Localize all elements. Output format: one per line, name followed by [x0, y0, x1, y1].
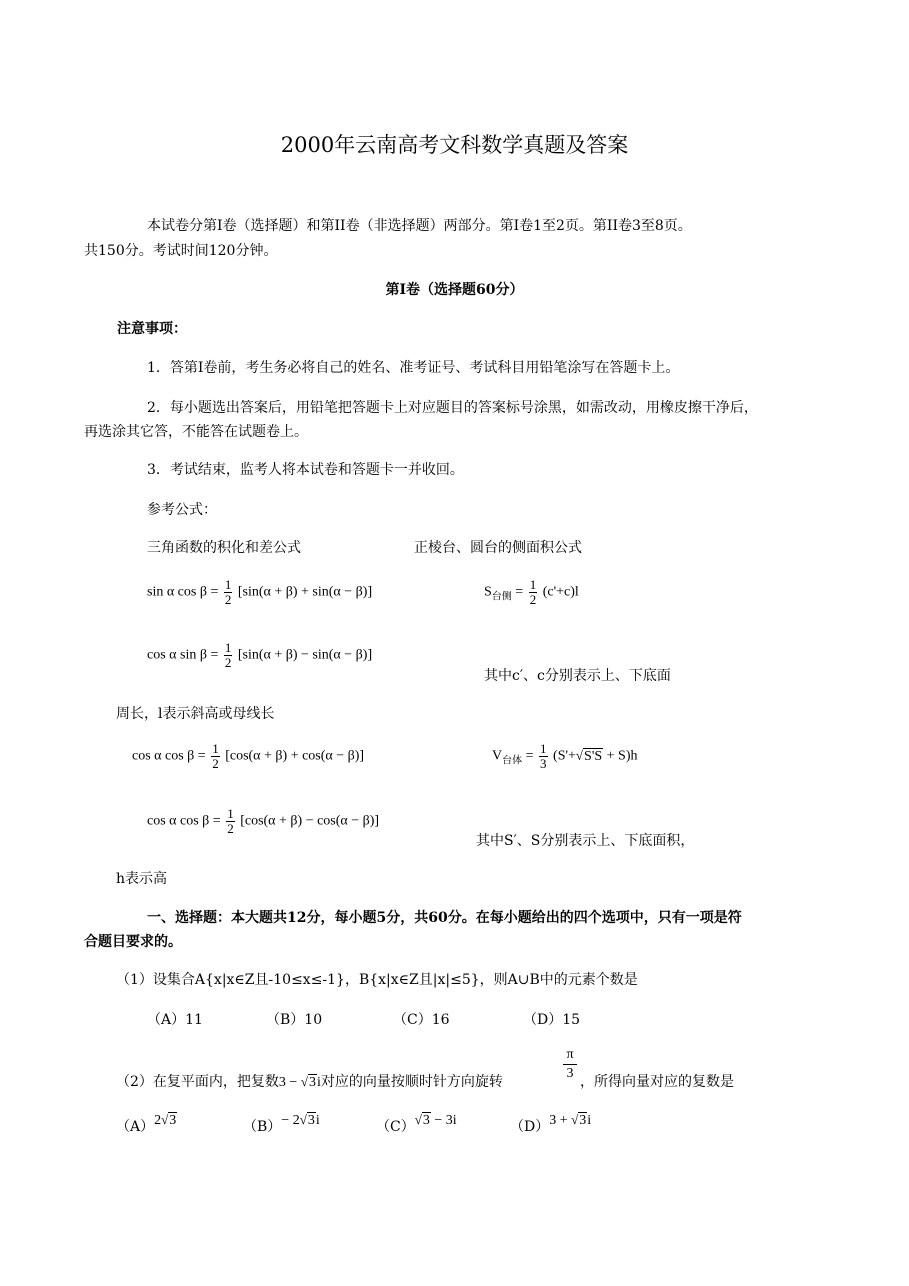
rotation-angle	[563, 1046, 577, 1083]
radical-sign: √	[300, 1074, 308, 1089]
question-2-stem-mid: 对应的向量按顺时针方向旋转	[320, 1074, 503, 1090]
question-1-option-c: （C）16	[393, 1012, 450, 1028]
question-2-option-d: （D）3 + √3i	[510, 1112, 592, 1135]
lateral-area-rhs: (c'+c)l	[542, 584, 579, 600]
fraction-one-third: $\frac{1}{3}$	[540, 741, 547, 771]
lateral-area-subscript: 台侧	[491, 591, 512, 603]
question-2-stem-post: ，所得向量对应的复数是	[580, 1074, 734, 1090]
question-2-stem-pre: （2）在复平面内，把复数	[116, 1074, 279, 1090]
question-1-option-d: （D）15	[523, 1012, 581, 1028]
fraction-one-half: $\frac{1}{2}$	[529, 577, 537, 607]
equals-sign: =	[525, 748, 534, 764]
notice-heading: 注意事项：	[117, 321, 187, 337]
section1-instructions-line-2: 合题目要求的。	[84, 934, 182, 950]
volume-note-line-1: 其中S′、S分别表示上、下底面积，	[476, 833, 695, 849]
volume-letter: V	[492, 748, 503, 764]
reference-right-heading: 正棱台、圆台的侧面积公式	[414, 540, 582, 556]
formula-lhs: cos α sin β =	[147, 647, 219, 663]
formula-rhs: [cos(α + β) − cos(α − β)]	[240, 813, 380, 829]
reference-heading: 参考公式：	[147, 502, 217, 518]
section1-instructions-line-1: 一、选择题：本大题共12分，每小题5分，共60分。在每小题给出的四个选项中，只有一项是符	[147, 910, 742, 926]
part1-heading: 第Ⅰ卷（选择题60分）	[385, 282, 524, 298]
fraction-one-half: $\frac{1}{2}$	[224, 640, 232, 670]
volume-note-line-2: h表示高	[116, 871, 168, 887]
formula-rhs: [sin(α + β) + sin(α − β)]	[237, 584, 373, 600]
notice-item-3: 3．考试结束，监考人将本试卷和答题卡一并收回。	[147, 462, 464, 478]
intro-line-2: 共150分。考试时间120分钟。	[84, 243, 278, 259]
notice-item-2-line-1: 2．每小题选出答案后，用铅笔把答题卡上对应题目的答案标号涂黑，如需改动，用橡皮擦干净后，	[147, 400, 758, 416]
fraction-one-half: $\frac{1}{2}$	[212, 741, 219, 771]
equals-sign: =	[515, 584, 524, 600]
formula-cos-cos-diff	[147, 807, 379, 836]
formula-lhs: cos α cos β =	[147, 813, 221, 829]
question-1-option-b: （B）10	[266, 1012, 323, 1028]
volume-rhs-close: + S)h	[606, 748, 638, 764]
lateral-area-letter: S	[484, 584, 492, 600]
rotation-angle-den: 3	[566, 1066, 574, 1081]
intro-line-1: 本试卷分第Ⅰ卷（选择题）和第II卷（非选择题）两部分。第Ⅰ卷1至2页。第II卷3至8页。	[147, 218, 692, 234]
formula-lateral-area	[484, 578, 579, 608]
formula-lhs: sin α cos β =	[147, 584, 219, 600]
volume-subscript: 台体	[502, 755, 523, 767]
formula-rhs: [sin(α + β) − sin(α − β)]	[237, 647, 373, 663]
fraction-one-half: $\frac{1}{2}$	[227, 806, 234, 836]
question-1-option-a: （A）11	[147, 1012, 203, 1028]
question-1-stem: （1）设集合A{x|x∈Z且-10≤x≤-1}，B{x|x∈Z且|x|≤5}，则A∪B中的元素个数是	[116, 972, 638, 988]
volume-rhs-root: S'S	[584, 748, 603, 764]
formula-cos-cos-sum	[132, 742, 364, 771]
question-2-option-a: （A）2√3	[116, 1112, 177, 1135]
formula-lhs: cos α cos β =	[132, 748, 206, 764]
page-title: 2000年云南高考文科数学真题及答案	[280, 133, 629, 157]
lateral-area-note-line-1: 其中c′、c分别表示上、下底面	[484, 668, 671, 684]
formula-rhs: [cos(α + β) + cos(α − β)]	[225, 748, 365, 764]
formula-volume	[492, 742, 638, 772]
reference-left-heading: 三角函数的积化和差公式	[147, 540, 301, 556]
notice-item-2-line-2: 再选涂其它答，不能答在试题卷上。	[84, 424, 308, 440]
formula-cos-sin	[147, 641, 372, 670]
question-2-option-b: （B）− 2√3i	[243, 1112, 320, 1135]
radical-sign: √	[575, 747, 584, 763]
lateral-area-note-line-2: 周长，l表示斜高或母线长	[116, 706, 275, 722]
fraction-one-half: $\frac{1}{2}$	[224, 577, 232, 607]
volume-rhs-open: (S'+	[553, 748, 576, 764]
rotation-angle-pi: π	[563, 1046, 577, 1065]
complex-number: 3 − √3i	[278, 1074, 321, 1090]
question-2-option-c: （C）√3 − 3i	[376, 1112, 457, 1135]
notice-item-1: 1．答第Ⅰ卷前，考生务必将自己的姓名、准考证号、考试科目用铅笔涂写在答题卡上。	[147, 360, 680, 376]
formula-sin-cos	[147, 578, 372, 607]
question-2-stem	[116, 1072, 503, 1093]
